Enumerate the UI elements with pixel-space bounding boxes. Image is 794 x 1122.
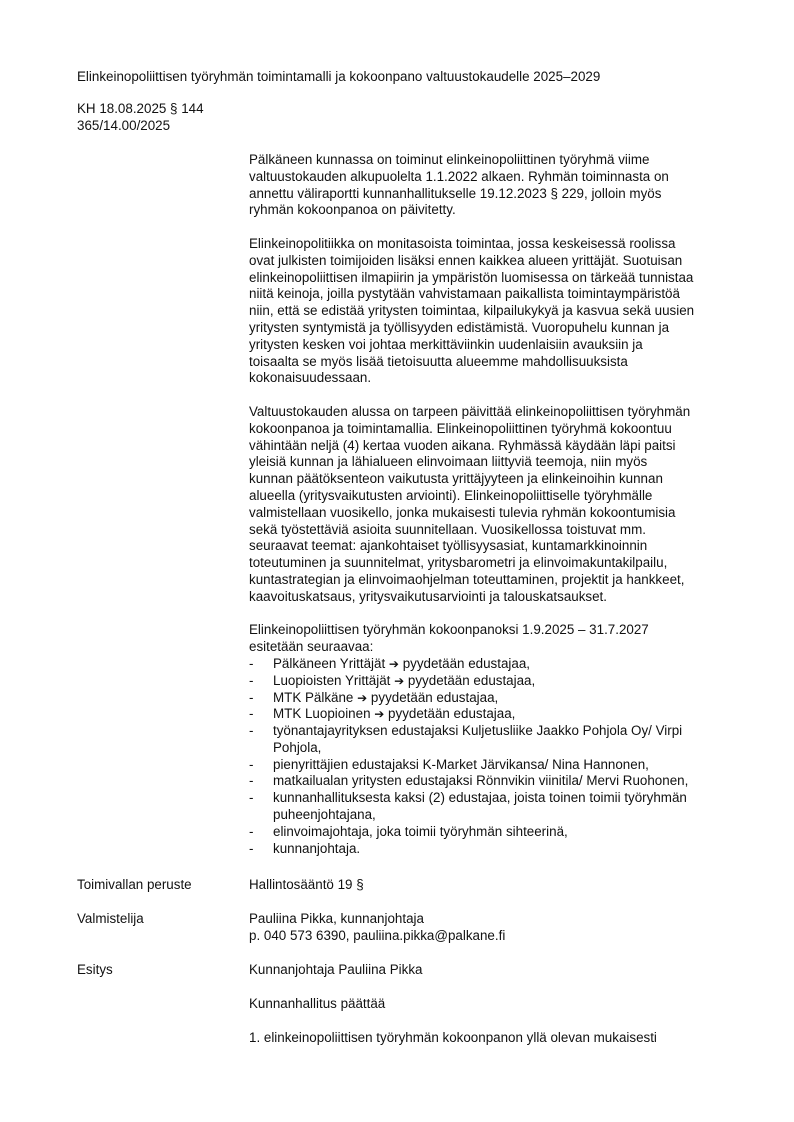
meeting-reference: KH 18.08.2025 § 144 [77, 101, 204, 116]
text-line: yritysten kesken voi johtaa merkittäviinkin uudenlaisiin avauksiin ja [249, 336, 643, 352]
text-line: Pälkäneen kunnassa on toiminut elinkeinopoliittinen työryhmä viime [249, 152, 650, 167]
list-item: - työnantajayrityksen edustajaksi Kuljetusliike Jaakko Pohjola Oy/ Virpi Pohjola, [249, 723, 749, 757]
member-continuation: Pohjola, [273, 739, 322, 755]
text-line: toisaalta se myös lisää tietoisuutta alueemme mahdollisuuksista [249, 353, 628, 369]
text-line: valmistellaan vuosikello, jonka mukaisesti tulevia ryhmän kokoontumisia [249, 504, 676, 520]
text-line: sekä työstettäviä asioita suunnitellaan. Vuosikellossa toistuvat mm. [249, 521, 646, 537]
text-line: annettu väliraportti kunnanhallitukselle 19.12.2023 § 229, jolloin myös [249, 185, 662, 201]
text-line: valtuustokauden alkupuolelta 1.1.2022 alkaen. Ryhmän toiminnasta on [249, 168, 669, 184]
text-line: Valtuustokauden alussa on tarpeen päivittää elinkeinopoliittisen työryhmän [249, 403, 691, 419]
preparer-contact: p. 040 573 6390, pauliina.pikka@palkane.fi [249, 927, 506, 943]
decision-item: 1. elinkeinopoliittisen työryhmän kokoonpanon yllä olevan mukaisesti [249, 1030, 657, 1045]
text-line: toteutuminen ja suunnitelmat, yritysbarometri ja elinvoimakuntakilpailu, [249, 555, 668, 571]
list-item: - MTK Pälkäne ➔ pyydetään edustajaa, [249, 689, 499, 705]
text-line: yritysten syntymistä ja työllisyyden edistämistä. Vuoropuhelu kunnan ja [249, 319, 670, 335]
text-line: seuraavat teemat: ajankohtaiset työllisyysasiat, kuntamarkkinoinnin [249, 538, 648, 554]
member-name: kunnanjohtaja. [273, 840, 361, 856]
decision-heading: Kunnanhallitus päättää [249, 996, 386, 1011]
field-value: Hallintosääntö 19 § [249, 877, 364, 892]
field-label: Valmistelija [77, 911, 144, 926]
list-item: - Luopioisten Yrittäjät ➔ pyydetään edustajaa, [249, 672, 536, 688]
member-name: Luopioisten Yrittäjät [273, 672, 391, 688]
list-item: - pienyrittäjien edustajaksi K-Market Järvikansa/ Nina Hannonen, [249, 756, 649, 772]
field-label: Esitys [77, 962, 113, 977]
text-line: kaavoituskatsaus, yritysvaikutusarviointi ja talouskatsaukset. [249, 588, 607, 604]
document-title: Elinkeinopoliittisen työryhmän toimintamalli ja kokoonpano valtuustokaudelle 2025–2029 [77, 69, 601, 84]
member-continuation: puheenjohtajana, [273, 807, 376, 823]
text-line: kokonaisuudessaan. [249, 370, 372, 386]
text-line: ovat julkisten toimijoiden lisäksi ennen kaikkea alueen yrittäjät. Suotuisan [249, 252, 683, 268]
member-name: kunnanhallituksesta kaksi (2) edustajaa, joista toinen toimii työryhmän [273, 790, 687, 806]
diary-number: 365/14.00/2025 [77, 117, 171, 133]
composition-section [249, 622, 749, 857]
member-note: pyydetään edustajaa, [402, 655, 531, 671]
field-value [249, 911, 505, 945]
list-item: - Pälkäneen Yrittäjät ➔ pyydetään edustajaa, [249, 655, 531, 671]
document-body [249, 152, 749, 874]
field-label: Toimivallan peruste [77, 877, 192, 892]
arrow-right-icon: ➔ [357, 690, 368, 705]
text-line: kunnan päätöksenteon vaikutusta yrittäjyyteen ja elinkeinoihin kunnan [249, 471, 663, 487]
member-name: työnantajayrityksen edustajaksi Kuljetusliike Jaakko Pohjola Oy/ Virpi [273, 723, 683, 739]
text-line: vähintään neljä (4) kertaa vuoden aikana. Ryhmässä käydään läpi paitsi [249, 437, 676, 453]
member-name: MTK Luopioinen [273, 706, 371, 722]
text-line: niin, että se edistää yritysten toimintaa, kilpailukykyä ja kasvua sekä uusien [249, 303, 695, 319]
paragraph-policy [249, 236, 749, 387]
composition-intro: esitetään seuraavaa: [249, 639, 374, 655]
text-line: elinkeinopoliittisen ilmapiirin ja ympäristön luomisessa on tärkeää tunnistaa [249, 269, 694, 285]
member-name: MTK Pälkäne [273, 689, 354, 705]
composition-list [249, 656, 749, 858]
field-value: Kunnanjohtaja Pauliina Pikka [249, 962, 423, 977]
member-name: pienyrittäjien edustajaksi K-Market Järvikansa/ Nina Hannonen, [273, 756, 649, 772]
member-name: elinvoimajohtaja, joka toimii työryhmän sihteerinä, [273, 823, 568, 839]
arrow-right-icon: ➔ [394, 673, 405, 688]
arrow-right-icon: ➔ [374, 707, 385, 722]
preparer-name: Pauliina Pikka, kunnanjohtaja [249, 911, 424, 926]
text-line: niitä keinoja, joilla pystytään vahvistamaan paikallista toimintaympäristöä [249, 286, 680, 302]
composition-intro: Elinkeinopoliittisen työryhmän kokoonpanoksi 1.9.2025 – 31.7.2027 [249, 622, 649, 638]
paragraph-update [249, 404, 749, 606]
member-note: pyydetään edustajaa, [388, 706, 516, 722]
list-item: - elinvoimajohtaja, joka toimii työryhmän sihteerinä, [249, 823, 568, 839]
list-item: - kunnanjohtaja. [249, 840, 361, 856]
reference-block [77, 101, 377, 135]
list-item: - MTK Luopioinen ➔ pyydetään edustajaa, [249, 706, 516, 722]
member-name: Pälkäneen Yrittäjät [273, 655, 386, 671]
text-line: ryhmän kokoonpanoa on päivitetty. [249, 202, 456, 218]
text-line: Elinkeinopolitiikka on monitasoista toimintaa, jossa keskeisessä roolissa [249, 235, 676, 251]
text-line: yleisiä kunnan ja lähialueen elinvoimaan liittyviä teemoja, niin myös [249, 454, 648, 470]
member-note: pyydetään edustajaa, [370, 689, 499, 705]
text-line: kokoonpanoa ja toimintamallia. Elinkeinopoliittinen työryhmä kokoontuu [249, 420, 672, 436]
arrow-right-icon: ➔ [388, 656, 399, 671]
list-item: - matkailualan yritysten edustajaksi Rönnvikin viinitila/ Mervi Ruohonen, [249, 773, 689, 789]
text-line: alueella (yritysvaikutusten arviointi). Elinkeinopoliittiselle työryhmälle [249, 487, 653, 503]
list-item: - kunnanhallituksesta kaksi (2) edustajaa, joista toinen toimii työryhmän puheenjohtajana, [249, 790, 749, 824]
member-name: matkailualan yritysten edustajaksi Rönnvikin viinitila/ Mervi Ruohonen, [273, 773, 689, 789]
text-line: kuntastrategian ja elinvoimaohjelman toteuttaminen, projektit ja hankkeet, [249, 571, 685, 587]
paragraph-background [249, 152, 749, 219]
member-note: pyydetään edustajaa, [407, 672, 536, 688]
